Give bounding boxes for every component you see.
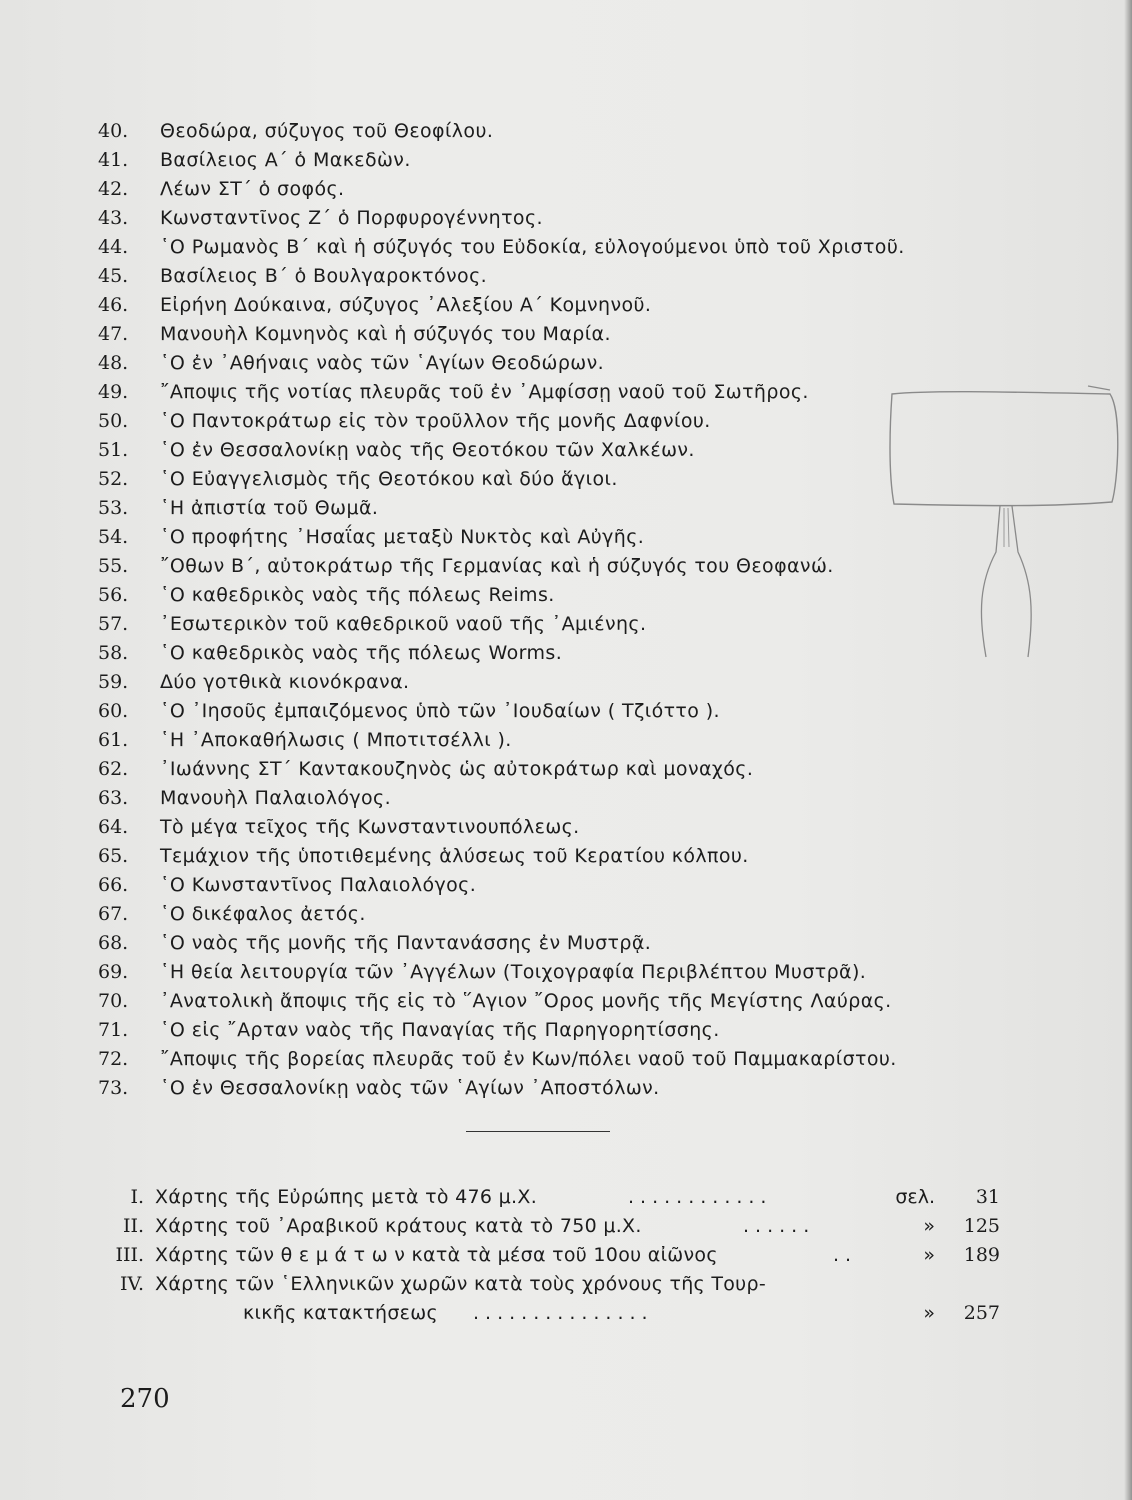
item-number: 42. xyxy=(98,178,129,200)
list-item xyxy=(98,900,1028,929)
list-item xyxy=(98,726,1028,755)
item-text: ᾿Ιωάννης ΣΤ΄ Καντακουζηνὸς ὡς αὐτοκράτωρ καὶ μοναχός. xyxy=(160,758,754,780)
item-number: 54. xyxy=(98,526,129,548)
item-text: Θεοδώρα, σύζυγος τοῦ Θεοφίλου. xyxy=(160,120,494,142)
map-title: Χάρτης τοῦ ᾿Αραβικοῦ κράτους κατὰ τὸ 750 μ.Χ. xyxy=(155,1215,642,1237)
item-text: ῾Ο προφήτης ᾿Ησαΐας μεταξὺ Νυκτὸς καὶ Αὐγῆς. xyxy=(160,526,645,548)
list-item xyxy=(98,117,1028,146)
item-text: Δύο γοτθικὰ κιονόκρανα. xyxy=(160,671,410,693)
item-text: ᾿Ανατολικὴ ἄποψις τῆς εἰς τὸ ῞Αγιον ῎Ορος μονῆς τῆς Μεγίστης Λαύρας. xyxy=(160,990,892,1012)
dot-leader: ............... xyxy=(473,1302,654,1324)
item-number: 50. xyxy=(98,410,129,432)
map-numeral: IV. xyxy=(120,1273,144,1295)
list-item xyxy=(98,1045,1028,1074)
item-text: ῾Ο ἐν ᾿Αθήναις ναὸς τῶν ῾Αγίων Θεοδώρων. xyxy=(160,352,605,374)
item-number: 58. xyxy=(98,642,129,664)
item-number: 56. xyxy=(98,584,129,606)
map-title: Χάρτης τῆς Εὐρώπης μετὰ τὸ 476 μ.Χ. xyxy=(155,1186,538,1208)
list-item xyxy=(98,929,1028,958)
list-item xyxy=(98,668,1028,697)
item-text: Βασίλειος Α΄ ὁ Μακεδὼν. xyxy=(160,149,411,171)
map-entry-continued xyxy=(98,1299,1018,1328)
page-ref: 189 xyxy=(963,1244,1000,1266)
map-entry xyxy=(98,1241,1018,1270)
item-number: 41. xyxy=(98,149,129,171)
dot-leader: .. xyxy=(833,1244,858,1266)
item-text: Τὸ μέγα τεῖχος τῆς Κωνσταντινουπόλεως. xyxy=(160,816,580,838)
item-number: 65. xyxy=(98,845,129,867)
list-item xyxy=(98,784,1028,813)
list-item xyxy=(98,871,1028,900)
list-item xyxy=(98,320,1028,349)
list-item xyxy=(98,204,1028,233)
item-number: 72. xyxy=(98,1048,129,1070)
item-number: 62. xyxy=(98,758,129,780)
item-text: Μανουὴλ Παλαιολόγος. xyxy=(160,787,392,809)
list-item xyxy=(98,1016,1028,1045)
item-text: ῾Ο ναὸς τῆς μονῆς τῆς Παντανάσσης ἐν Μυστρᾷ. xyxy=(160,932,652,954)
page-ref: 257 xyxy=(963,1302,1000,1324)
item-number: 71. xyxy=(98,1019,129,1041)
page-edge-shadow xyxy=(1124,0,1132,1500)
map-title: Χάρτης τῶν ῾Ελληνικῶν χωρῶν κατὰ τοὺς χρόνους τῆς Τουρ- xyxy=(155,1273,766,1295)
item-text: ῾Ο καθεδρικὸς ναὸς τῆς πόλεως Worms. xyxy=(160,642,563,664)
item-text: ᾿Εσωτερικὸν τοῦ καθεδρικοῦ ναοῦ τῆς ᾿Αμιένης. xyxy=(160,613,647,635)
map-numeral: III. xyxy=(115,1244,144,1266)
item-number: 53. xyxy=(98,497,129,519)
item-text: ῾Ο καθεδρικὸς ναὸς τῆς πόλεως Reims. xyxy=(160,584,555,606)
page-label: σελ. xyxy=(895,1186,935,1208)
map-entry xyxy=(98,1183,1018,1212)
list-item xyxy=(98,1074,1028,1103)
item-text: Κωνσταντῖνος Ζ΄ ὁ Πορφυρογέννητος. xyxy=(160,207,543,229)
item-number: 51. xyxy=(98,439,129,461)
item-number: 48. xyxy=(98,352,129,374)
item-number: 49. xyxy=(98,381,129,403)
maps-list xyxy=(98,1183,1018,1328)
list-item xyxy=(98,755,1028,784)
item-number: 67. xyxy=(98,903,129,925)
pencil-sketch xyxy=(860,372,1132,672)
item-number: 73. xyxy=(98,1077,129,1099)
item-number: 70. xyxy=(98,990,129,1012)
item-text: ῾Ο εἰς ῎Αρταν ναὸς τῆς Παναγίας τῆς Παρηγορητίσσης. xyxy=(160,1019,720,1041)
item-text: ῾Η θεία λειτουργία τῶν ᾿Αγγέλων (Τοιχογραφία Περιβλέπτου Μυστρᾶ). xyxy=(160,961,867,983)
page-label: » xyxy=(923,1215,935,1237)
item-text: ῎Οθων Β΄, αὐτοκράτωρ τῆς Γερμανίας καὶ ἡ σύζυγός του Θεοφανώ. xyxy=(160,555,834,577)
map-numeral: II. xyxy=(122,1215,144,1237)
item-text: ῎Αποψις τῆς νοτίας πλευρᾶς τοῦ ἐν ᾿Αμφίσσῃ ναοῦ τοῦ Σωτῆρος. xyxy=(160,381,809,403)
item-number: 43. xyxy=(98,207,129,229)
item-number: 47. xyxy=(98,323,129,345)
page-ref: 31 xyxy=(975,1186,1000,1208)
item-text: ῎Αποψις τῆς βορείας πλευρᾶς τοῦ ἐν Κων/πόλει ναοῦ τοῦ Παμμακαρίστου. xyxy=(160,1048,897,1070)
dot-leader: ............ xyxy=(628,1186,773,1208)
list-item xyxy=(98,958,1028,987)
list-item xyxy=(98,146,1028,175)
item-text: ῾Ο Ρωμανὸς Β΄ καὶ ἡ σύζυγός του Εὐδοκία, εὐλογούμενοι ὑπὸ τοῦ Χριστοῦ. xyxy=(160,236,905,258)
item-number: 55. xyxy=(98,555,129,577)
item-number: 60. xyxy=(98,700,129,722)
item-number: 52. xyxy=(98,468,129,490)
map-entry xyxy=(98,1270,1018,1299)
map-title: κικῆς κατακτήσεως xyxy=(243,1302,438,1324)
page-label: » xyxy=(923,1302,935,1324)
page-label: » xyxy=(923,1244,935,1266)
item-number: 59. xyxy=(98,671,129,693)
map-entry xyxy=(98,1212,1018,1241)
list-item xyxy=(98,262,1028,291)
item-text: Λέων ΣΤ΄ ὁ σοφός. xyxy=(160,178,345,200)
list-item xyxy=(98,987,1028,1016)
item-text: Βασίλειος Β΄ ὁ Βουλγαροκτόνος. xyxy=(160,265,488,287)
dot-leader: ...... xyxy=(743,1215,816,1237)
item-text: ῾Ο δικέφαλος ἀετός. xyxy=(160,903,366,925)
item-text: ῾Ο ἐν Θεσσαλονίκῃ ναὸς τῶν ῾Αγίων ᾿Αποστόλων. xyxy=(160,1077,660,1099)
item-number: 45. xyxy=(98,265,129,287)
list-item xyxy=(98,175,1028,204)
item-text: Τεμάχιον τῆς ὑποτιθεμένης ἁλύσεως τοῦ Κερατίου κόλπου. xyxy=(160,845,749,867)
list-item xyxy=(98,291,1028,320)
item-number: 46. xyxy=(98,294,129,316)
item-number: 61. xyxy=(98,729,129,751)
item-number: 40. xyxy=(98,120,129,142)
item-number: 66. xyxy=(98,874,129,896)
item-number: 57. xyxy=(98,613,129,635)
map-title: Χάρτης τῶν θ ε μ ά τ ω ν κατὰ τὰ μέσα τοῦ 10ου αἰῶνος xyxy=(155,1244,718,1266)
item-text: ῾Ο Εὐαγγελισμὸς τῆς Θεοτόκου καὶ δύο ἅγιοι. xyxy=(160,468,618,490)
item-number: 64. xyxy=(98,816,129,838)
list-item xyxy=(98,813,1028,842)
item-text: ῾Ο ᾿Ιησοῦς ἐμπαιζόμενος ὑπὸ τῶν ᾿Ιουδαίων ( Τζιόττο ). xyxy=(160,700,720,722)
item-text: Εἰρήνη Δούκαινα, σύζυγος ᾿Αλεξίου Α΄ Κομνηνοῦ. xyxy=(160,294,652,316)
item-text: ῾Ο ἐν Θεσσαλονίκῃ ναὸς τῆς Θεοτόκου τῶν Χαλκέων. xyxy=(160,439,695,461)
item-text: Μανουὴλ Κομνηνὸς καὶ ἡ σύζυγός του Μαρία. xyxy=(160,323,611,345)
list-item xyxy=(98,842,1028,871)
item-text: ῾Ο Παντοκράτωρ εἰς τὸν τροῦλλον τῆς μονῆς Δαφνίου. xyxy=(160,410,711,432)
item-text: ῾Η ἀπιστία τοῦ Θωμᾶ. xyxy=(160,497,379,519)
item-number: 44. xyxy=(98,236,129,258)
map-numeral: I. xyxy=(130,1186,144,1208)
item-number: 69. xyxy=(98,961,129,983)
item-number: 68. xyxy=(98,932,129,954)
section-divider xyxy=(466,1131,610,1132)
page-ref: 125 xyxy=(963,1215,1000,1237)
item-text: ῾Ο Κωνσταντῖνος Παλαιολόγος. xyxy=(160,874,477,896)
page-number: 270 xyxy=(120,1384,170,1414)
item-text: ῾Η ᾿Αποκαθήλωσις ( Μποτιτσέλλι ). xyxy=(160,729,512,751)
item-number: 63. xyxy=(98,787,129,809)
list-item xyxy=(98,233,1028,262)
list-item xyxy=(98,697,1028,726)
